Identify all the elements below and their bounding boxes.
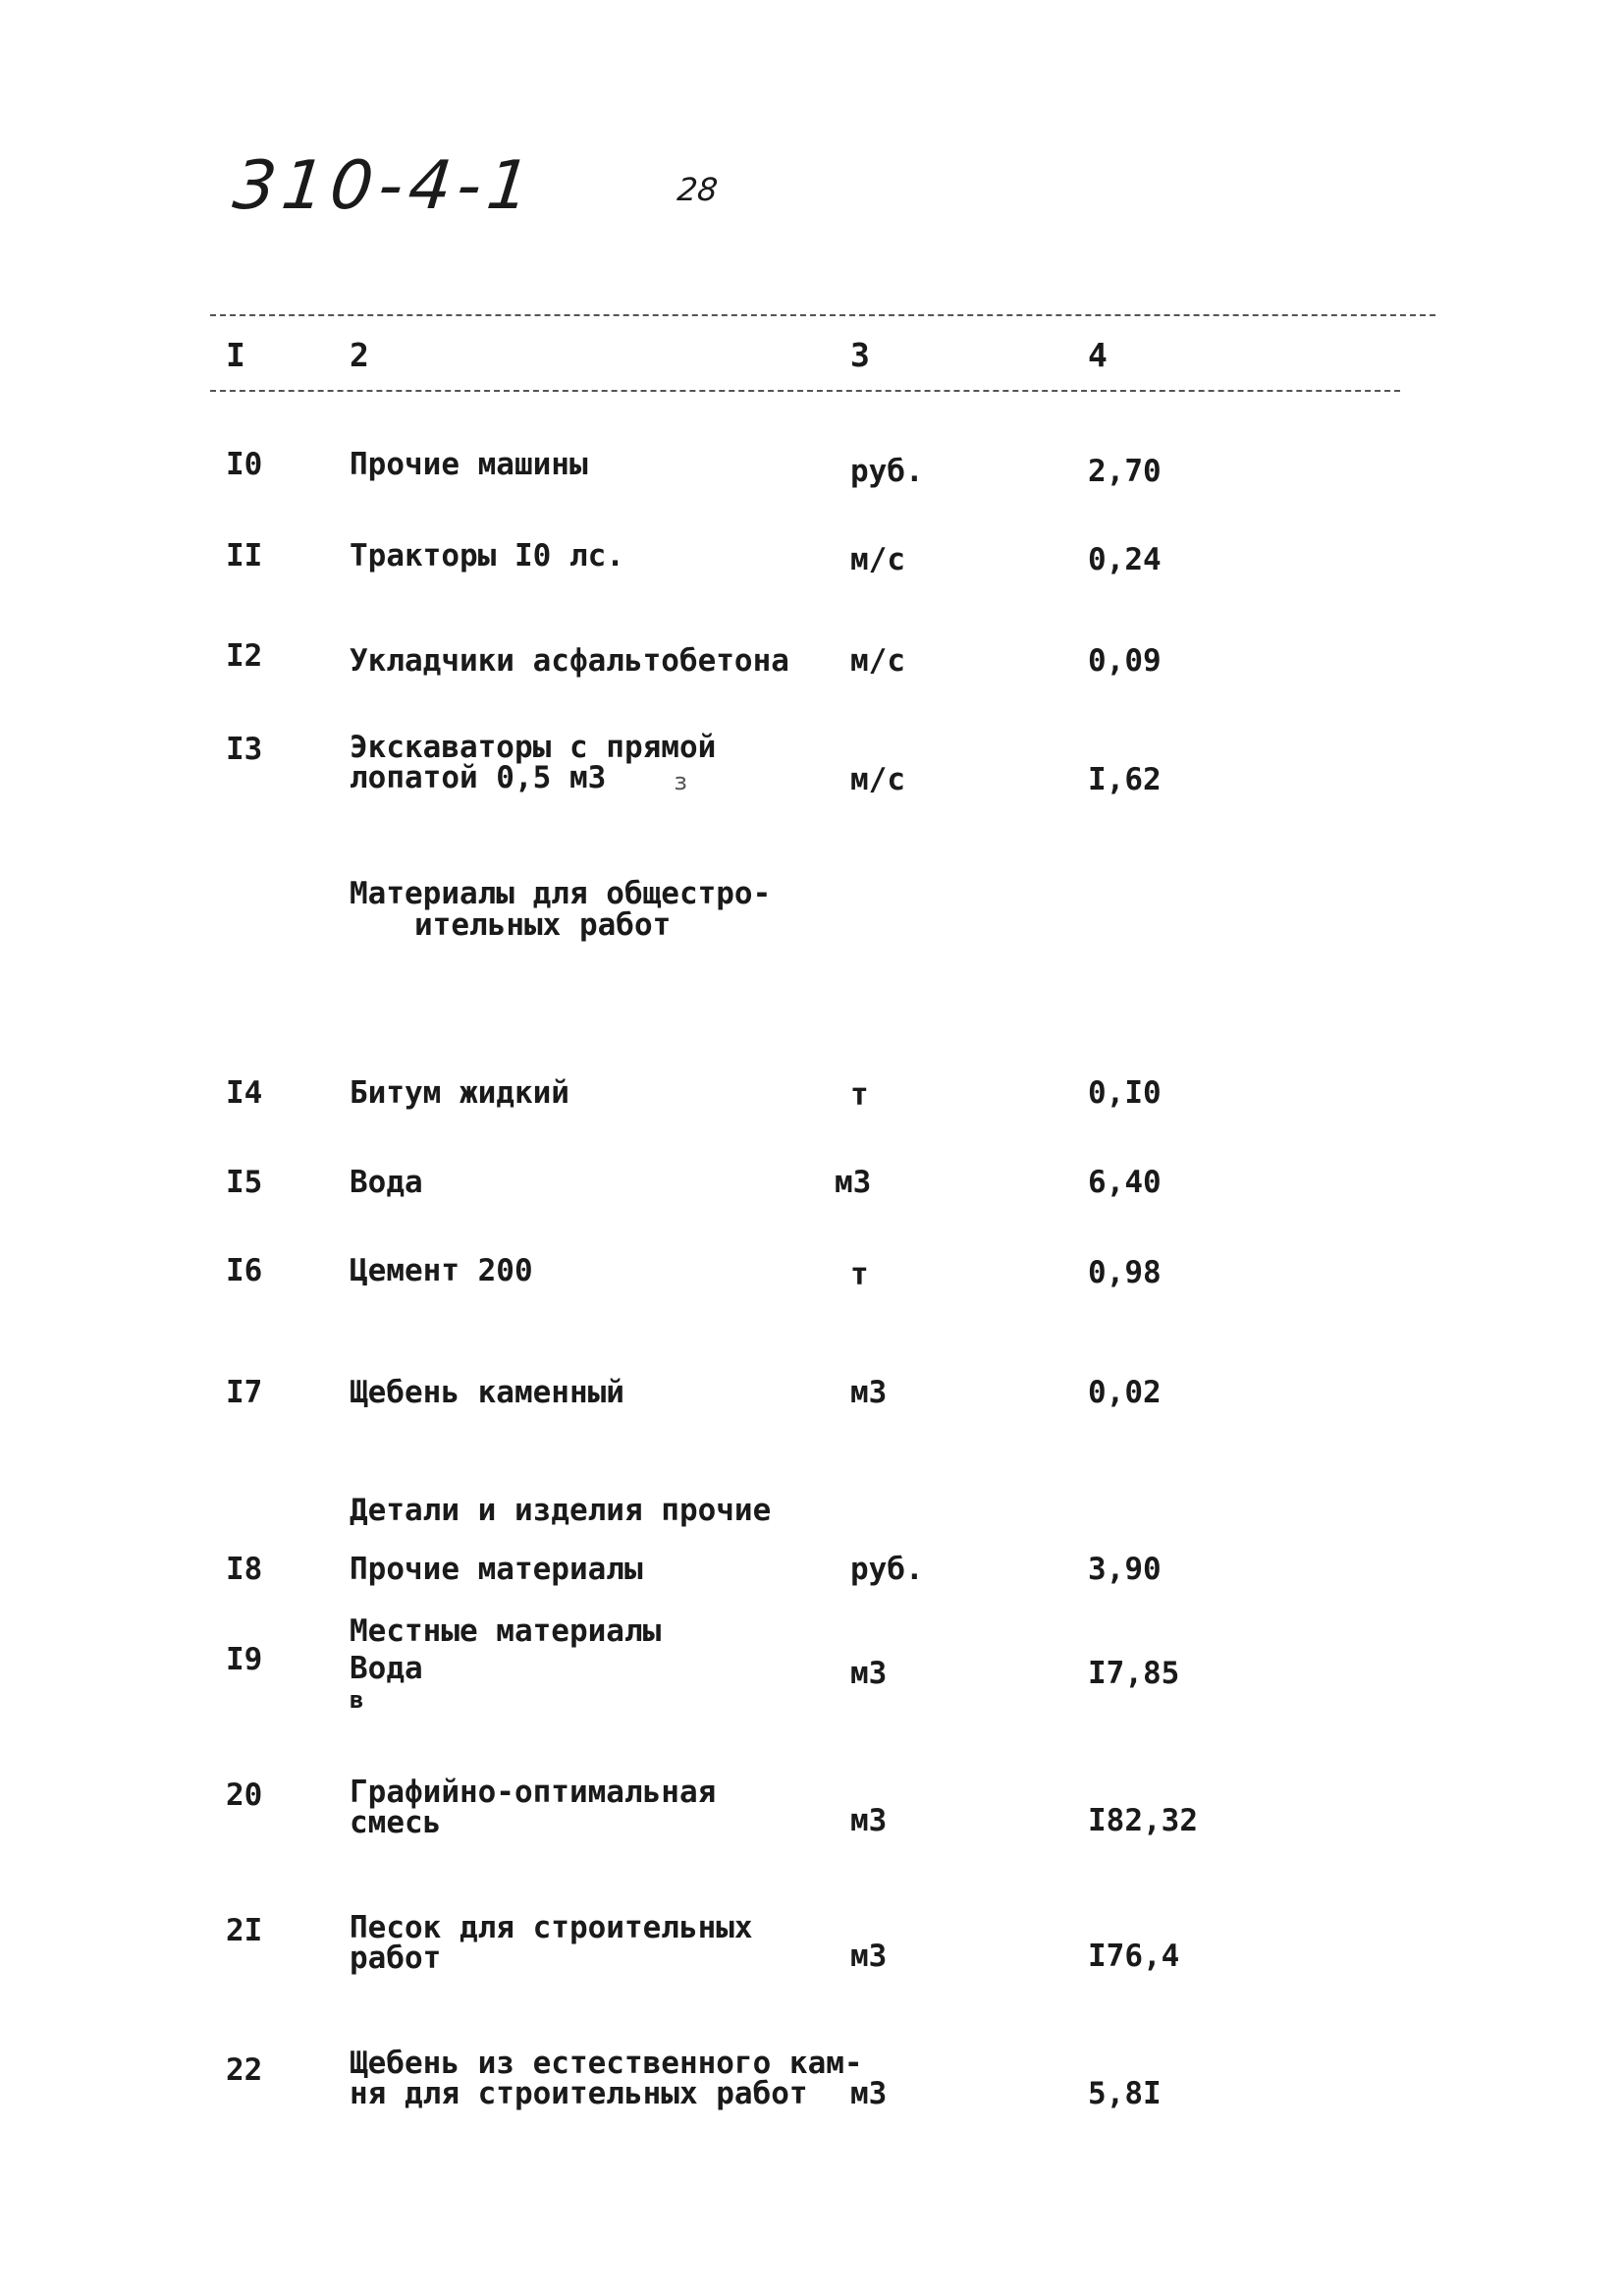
item-value: 0,02 xyxy=(1088,1375,1162,1410)
item-name-line: смесь xyxy=(350,1805,442,1840)
item-unit: т xyxy=(850,1077,869,1113)
row-number: I6 xyxy=(226,1253,263,1288)
item-value: 0,I0 xyxy=(1088,1075,1162,1111)
row-number: I2 xyxy=(226,638,263,674)
column-header-3: 3 xyxy=(850,336,870,374)
item-name: Прочие материалы xyxy=(350,1552,643,1587)
item-name-line: в xyxy=(350,1686,364,1714)
page-number: 28 xyxy=(676,171,720,208)
row-number: I3 xyxy=(226,732,263,767)
item-name-line: Песок для строительных xyxy=(350,1910,753,1945)
column-header-4: 4 xyxy=(1088,336,1108,374)
item-name xyxy=(350,730,717,795)
item-value: 0,98 xyxy=(1088,1255,1162,1290)
item-value: I76,4 xyxy=(1088,1939,1180,1974)
item-unit: м/с xyxy=(850,762,905,797)
item-value: I7,85 xyxy=(1088,1656,1180,1691)
item-name: Щебень каменный xyxy=(350,1375,624,1410)
section-heading-details: Детали и изделия прочие xyxy=(350,1493,772,1528)
row-number: 2I xyxy=(226,1913,263,1948)
item-value: I,62 xyxy=(1088,762,1162,797)
table-header-rule xyxy=(210,390,1400,392)
item-value: 0,24 xyxy=(1088,542,1162,577)
item-unit: руб. xyxy=(850,1552,924,1587)
item-name-line: Вода xyxy=(350,1651,423,1686)
item-value: 2,70 xyxy=(1088,454,1162,489)
row-number: I4 xyxy=(226,1075,263,1111)
item-name-line: Экскаваторы с прямой xyxy=(350,730,717,765)
item-unit: м3 xyxy=(850,1939,888,1974)
item-name-line: работ xyxy=(350,1941,442,1976)
item-value: 0,09 xyxy=(1088,643,1162,679)
item-unit: м3 xyxy=(835,1165,872,1200)
item-unit: руб. xyxy=(850,454,924,489)
item-name-line: ня для строительных работ xyxy=(350,2076,808,2111)
item-name-line: лопатой 0,5 м3 xyxy=(350,760,607,795)
section-heading-materials xyxy=(350,878,771,941)
item-name: Цемент 200 xyxy=(350,1253,533,1288)
item-unit: м3 xyxy=(850,1375,888,1410)
item-name: Битум жидкий xyxy=(350,1075,569,1111)
item-name: Укладчики асфальтобетона xyxy=(350,643,789,679)
item-unit: м3 xyxy=(850,1656,888,1691)
stray-mark: з xyxy=(674,768,688,795)
section-heading-line: ительных работ xyxy=(414,907,672,943)
item-name-line: Графийно-оптимальная xyxy=(350,1775,717,1810)
item-unit: м/с xyxy=(850,542,905,577)
column-header-1: I xyxy=(226,336,245,374)
item-name-line: Местные материалы xyxy=(350,1613,662,1649)
item-name: Тракторы I0 лс. xyxy=(350,538,624,574)
item-unit: т xyxy=(850,1257,869,1292)
item-value: 6,40 xyxy=(1088,1165,1162,1200)
row-number: I5 xyxy=(226,1165,263,1200)
row-number: 22 xyxy=(226,2052,263,2088)
row-number: I8 xyxy=(226,1552,263,1587)
row-number: I9 xyxy=(226,1642,263,1677)
table-top-rule xyxy=(210,314,1435,316)
item-value: I82,32 xyxy=(1088,1803,1198,1838)
item-name xyxy=(350,1777,716,1838)
item-name xyxy=(350,2046,863,2111)
row-number: I7 xyxy=(226,1375,263,1410)
item-name xyxy=(350,1613,661,1713)
item-name: Прочие машины xyxy=(350,447,588,482)
item-unit: м3 xyxy=(850,2076,888,2111)
column-header-2: 2 xyxy=(350,336,369,374)
section-heading-line: Материалы для общестро- xyxy=(350,876,772,911)
item-name-line: Щебень из естественного кам- xyxy=(350,2046,863,2081)
item-value: 5,8I xyxy=(1088,2076,1162,2111)
row-number: II xyxy=(226,538,263,574)
item-unit: м/с xyxy=(850,643,905,679)
document-code: 310-4-1 xyxy=(229,147,540,225)
item-name: Вода xyxy=(350,1165,423,1200)
row-number: 20 xyxy=(226,1777,263,1813)
item-value: 3,90 xyxy=(1088,1552,1162,1587)
item-unit: м3 xyxy=(850,1803,888,1838)
item-name xyxy=(350,1910,753,1976)
row-number: I0 xyxy=(226,447,263,482)
